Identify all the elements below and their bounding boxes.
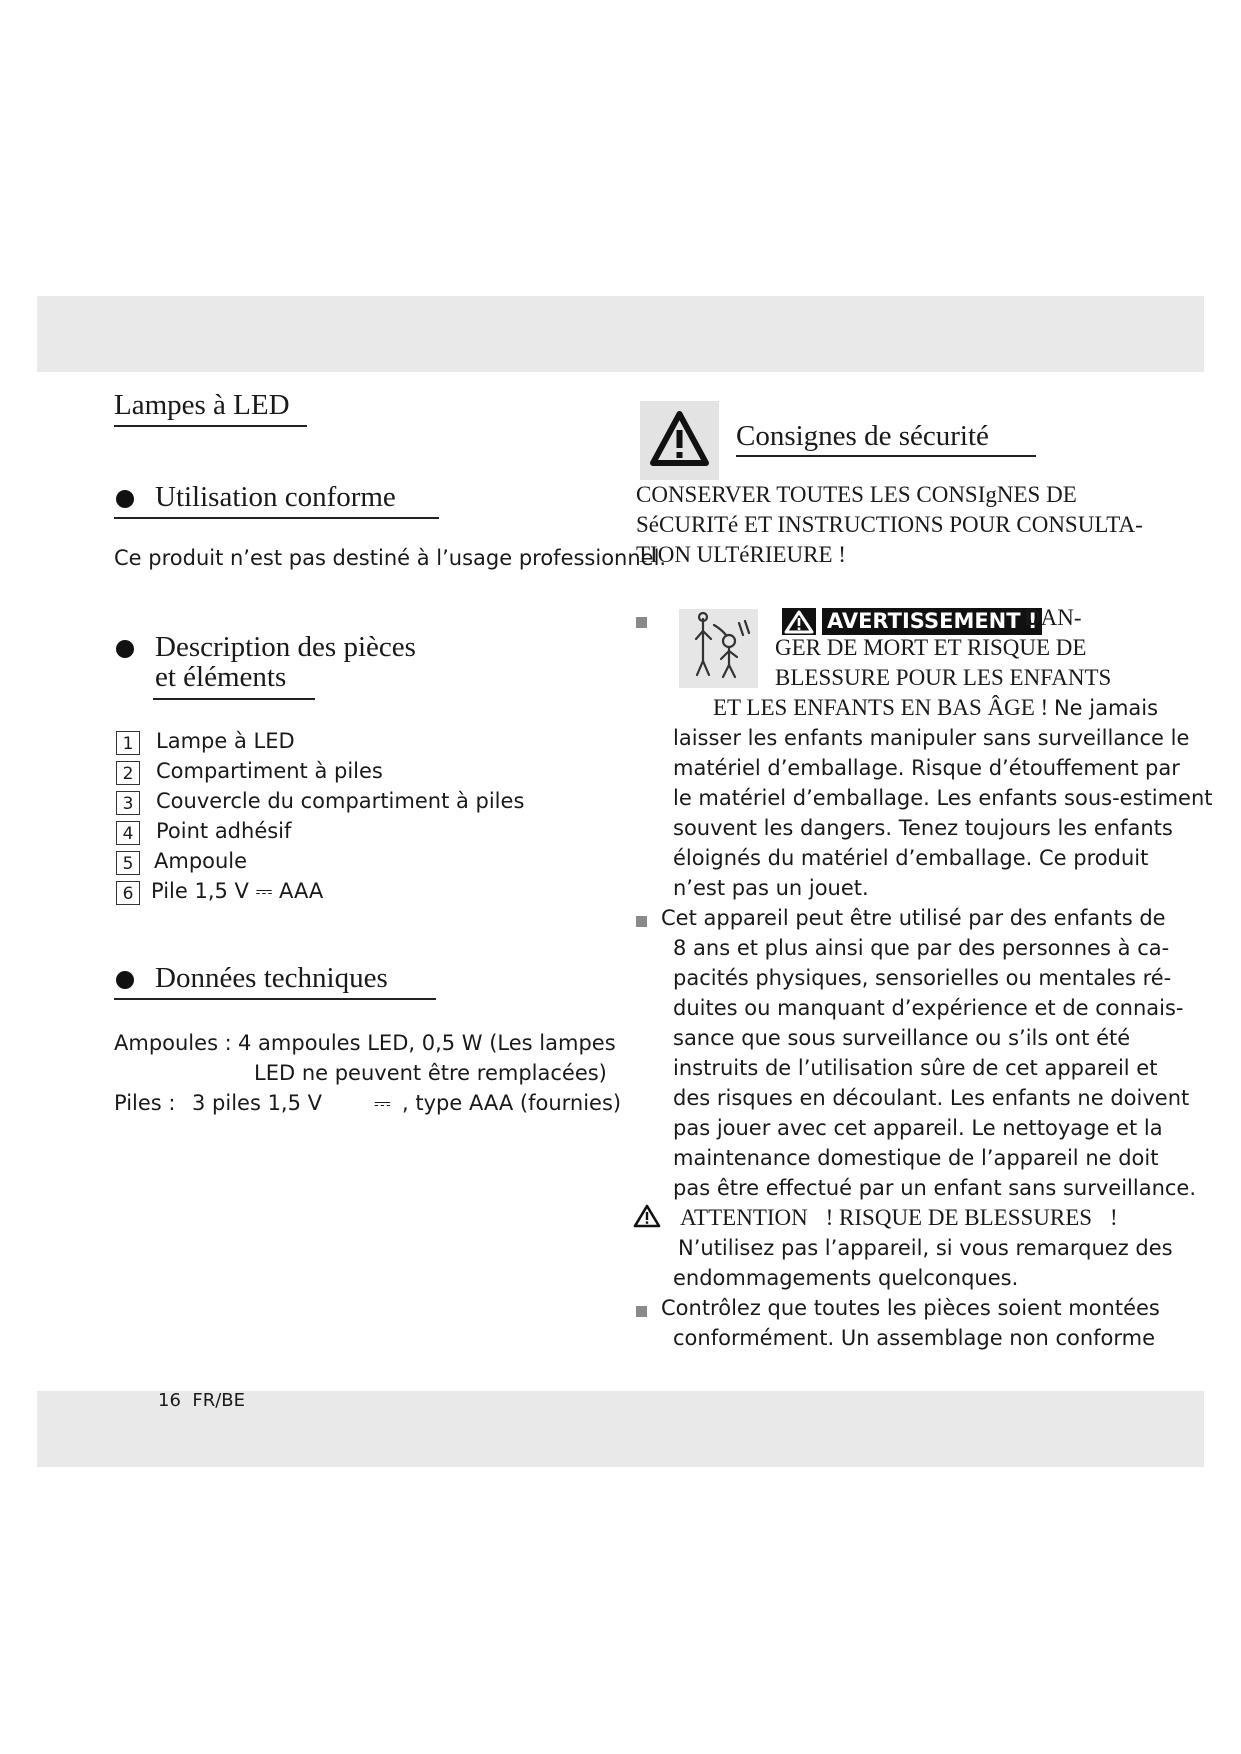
part-number-box: 6 <box>116 881 140 905</box>
warning-line: DAN- <box>1024 605 1082 630</box>
part-label: Point adhésif <box>156 819 292 843</box>
tech-bulbs-value: 4 ampoules LED, 0,5 W (Les lampes <box>238 1031 616 1055</box>
page-footer <box>158 1390 245 1412</box>
warning-line: BLESSURE POUR LES ENFANTS <box>775 665 1112 690</box>
part-label: Ampoule <box>154 849 248 873</box>
bullet2-line: maintenance domestique de l’appareil ne doit <box>673 1146 1159 1170</box>
warning-label-icon <box>782 608 816 635</box>
tech-batteries-label: Piles : <box>114 1091 176 1115</box>
warning-label-text: AVERTISSEMENT ! <box>822 608 1042 635</box>
heading-underline <box>153 698 315 700</box>
bullet2-line: sance que sous surveillance ou s’ils ont été <box>673 1026 1131 1050</box>
bullet2-line: des risques en découlant. Les enfants ne doivent <box>673 1086 1190 1110</box>
square-bullet-icon <box>636 1306 647 1317</box>
section-heading-parts: Description des pièces <box>155 631 416 663</box>
bullet2-line: duites ou manquant d’expérience et de connais- <box>673 996 1184 1020</box>
page-number: 16 <box>158 1390 181 1411</box>
heading-underline <box>114 517 439 519</box>
bullet3-line: conformément. Un assemblage non conforme <box>673 1326 1156 1350</box>
part-label: Compartiment à piles <box>156 759 383 783</box>
bullet2-line: Cet appareil peut être utilisé par des enfants de <box>661 906 1166 930</box>
section-heading-usage: Utilisation conforme <box>155 481 396 513</box>
header-band <box>37 296 1204 372</box>
bullet2-line: instruits de l’utilisation sûre de cet appareil et <box>673 1056 1158 1080</box>
warning-triangle-icon <box>784 610 814 634</box>
part-number-box: 5 <box>116 851 140 875</box>
tech-batteries-type: , type AAA (fournies) <box>402 1091 622 1115</box>
tech-bulbs-value-2: LED ne peuvent être remplacées) <box>254 1061 607 1085</box>
usage-text: Ce produit n’est pas destiné à l’usage professionnel. <box>114 546 667 570</box>
page-locale: FR/BE <box>192 1390 246 1411</box>
tech-bulbs-label: Ampoules : <box>114 1031 232 1055</box>
square-bullet-icon <box>636 617 647 628</box>
child-danger-icon <box>679 609 758 688</box>
bullet2-line: pas jouer avec cet appareil. Le nettoyage et la <box>673 1116 1163 1140</box>
warning-triangle-icon <box>633 1204 661 1228</box>
part-number-box: 2 <box>116 761 140 785</box>
bullet2-line: pacités physiques, sensorielles ou mentales ré- <box>673 966 1172 990</box>
bullet1-line: souvent les dangers. Tenez toujours les enfants <box>673 816 1173 840</box>
warning-label <box>782 608 1042 635</box>
warning-line: GER DE MORT ET RISQUE DE <box>775 635 1087 660</box>
tech-batteries-value: 3 piles 1,5 V <box>192 1091 323 1115</box>
warning-triangle-icon <box>640 401 719 480</box>
section-bullet <box>116 640 134 658</box>
bullet2-line: pas être effectué par un enfant sans surveillance. <box>673 1176 1197 1200</box>
part-label: Pile 1,5 V ⎓ AAA <box>151 879 324 903</box>
bullet3-line: Contrôlez que toutes les pièces soient montées <box>661 1296 1160 1320</box>
page-title: Lampes à LED <box>114 389 290 421</box>
warning-line-caps: ET LES ENFANTS EN BAS ÂGE ! <box>713 695 1054 720</box>
safety-heading: Consignes de sécurité <box>736 420 989 452</box>
bullet2-line: 8 ans et plus ainsi que par des personnes à ca- <box>673 936 1170 960</box>
title-underline <box>114 425 307 427</box>
section-bullet <box>116 490 134 508</box>
attention-line: N’utilisez pas l’appareil, si vous remarquez des <box>678 1236 1173 1260</box>
warning-line-4 <box>713 693 1158 724</box>
bullet1-line: n’est pas un jouet. <box>673 876 869 900</box>
intro-line: CONSERVER TOUTES LES CONSIgNES DE <box>636 482 1077 507</box>
section-bullet <box>116 971 134 989</box>
part-label: Couvercle du compartiment à piles <box>156 789 525 813</box>
square-bullet-icon <box>636 916 647 927</box>
bullet1-line: le matériel d’emballage. Les enfants sous-estiment <box>673 786 1213 810</box>
intro-line: TION ULTéRIEURE ! <box>636 542 846 567</box>
heading-underline <box>114 998 436 1000</box>
part-number-box: 4 <box>116 821 140 845</box>
bullet1-line: matériel d’emballage. Risque d’étouffement par <box>673 756 1180 780</box>
part-label: Lampe à LED <box>156 729 295 753</box>
part-number-box: 1 <box>116 731 140 755</box>
bullet1-line: éloignés du matériel d’emballage. Ce produit <box>673 846 1149 870</box>
child-danger-icon-box <box>679 609 758 688</box>
warning-line-text: Ne jamais <box>1053 696 1159 720</box>
attention-heading: ATTENTION ! RISQUE DE BLESSURES ! <box>680 1205 1118 1230</box>
intro-line: SéCURITé ET INSTRUCTIONS POUR CONSULTA- <box>636 512 1143 537</box>
section-heading-parts-2: et éléments <box>155 661 287 693</box>
dc-symbol: ⎓ <box>374 1091 391 1115</box>
heading-underline <box>736 455 1036 457</box>
warning-icon-box <box>640 401 719 480</box>
part-number-box: 3 <box>116 791 140 815</box>
section-heading-tech: Données techniques <box>155 962 388 994</box>
attention-line: endommagements quelconques. <box>673 1266 1019 1290</box>
bullet1-line: laisser les enfants manipuler sans surveillance le <box>673 726 1190 750</box>
